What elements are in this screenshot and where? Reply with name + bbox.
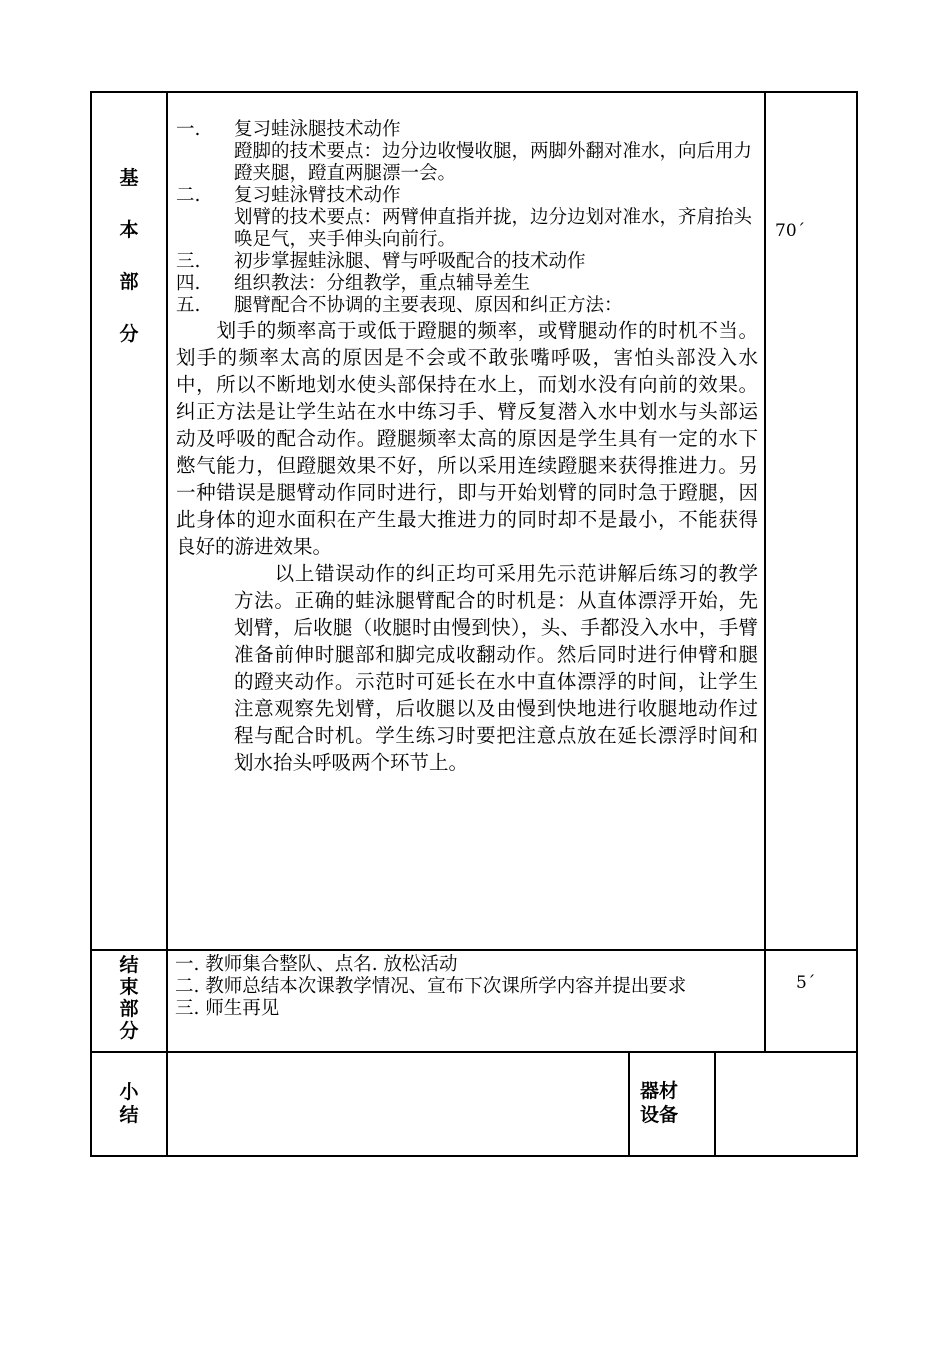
item-number: 二. bbox=[176, 185, 201, 206]
label-char: 分 bbox=[119, 1020, 139, 1042]
end-section-label-cell bbox=[91, 950, 167, 1052]
item-title: 初步掌握蛙泳腿、臂与呼吸配合的技术动作 bbox=[234, 251, 586, 272]
item-number: 一. bbox=[176, 119, 219, 140]
basic-section-content bbox=[168, 93, 764, 776]
paragraph-2-text: 以上错误动作的纠正均可采用先示范讲解后练习的教学方法。正确的蛙泳腿臂配合的时机是：从直体漂浮开始，先划臂，后收腿（收腿时由慢到快），头、手都没入水中，手臂准备前伸时腿部和脚完成收翻动作。然后同时进行伸臂和腿的蹬夹动作。示范时可延长在水中直体漂浮的时间，让学生注意观察先划臂，后收腿以及由慢到快地进行收腿地动作过程与配合时机。学生练习时要把注意点放在延长漂浮时间和划水抬头呼吸两个环节上。 bbox=[234, 562, 758, 774]
equipment-content-cell bbox=[715, 1052, 857, 1156]
end-section-row bbox=[91, 950, 857, 1052]
item-number: 三. bbox=[176, 251, 201, 272]
basic-section-time-cell bbox=[765, 92, 857, 950]
end-section-time: 5´ bbox=[796, 973, 816, 993]
item-title: 复习蛙泳臂技术动作 bbox=[234, 185, 401, 206]
label-char: 部 bbox=[119, 998, 139, 1020]
list-item bbox=[176, 273, 758, 295]
equipment-label-cell bbox=[629, 1052, 715, 1156]
label-char: 部 bbox=[119, 271, 139, 293]
end-section-content bbox=[168, 951, 764, 1020]
label-char: 本 bbox=[119, 219, 139, 241]
equipment-label-line: 设备 bbox=[640, 1104, 679, 1126]
label-char: 结 bbox=[119, 954, 139, 976]
item-title: 组织教法：分组教学，重点辅导差生 bbox=[234, 273, 531, 294]
end-line: 三. 师生再见 bbox=[175, 998, 280, 1019]
end-line: 二. 教师总结本次课教学情况、宣布下次课所学内容并提出要求 bbox=[175, 976, 687, 997]
label-char: 结 bbox=[119, 1104, 139, 1126]
list-item bbox=[176, 185, 758, 207]
equipment-label bbox=[630, 1053, 714, 1127]
summary-row bbox=[91, 1052, 857, 1156]
label-char: 束 bbox=[119, 976, 139, 998]
list-item bbox=[176, 251, 758, 273]
summary-label-cell bbox=[91, 1052, 167, 1156]
item-title: 腿臂配合不协调的主要表现、原因和纠正方法： bbox=[234, 295, 623, 316]
item-number: 四. bbox=[176, 273, 201, 294]
end-line: 一. 教师集合整队、点名. 放松活动 bbox=[175, 954, 458, 975]
label-char: 分 bbox=[119, 323, 139, 345]
label-char: 基 bbox=[119, 167, 139, 189]
paragraph-1 bbox=[176, 317, 758, 560]
basic-section-row bbox=[91, 92, 857, 950]
paragraph-1-text: 划手的频率高于或低于蹬腿的频率，或臂腿动作的时机不当。划手的频率太高的原因是不会或不敢张嘴呼吸，害怕头部没入水中，所以不断地划水使头部保持在水上，而划水没有向前的效果。纠正方法是让学生站在水中练习手、臂反复潜入水中划水与头部运动及呼吸的配合动作。蹬腿频率太高的原因是学生具有一定的水下憋气能力，但蹬腿效果不好，所以采用连续蹬腿来获得推进力。另一种错误是腿臂动作同时进行，即与开始划臂的同时急于蹬腿，因此身体的迎水面积在产生最大推进力的同时却不是最小，不能获得良好的游进效果。 bbox=[176, 319, 758, 558]
item-number: 五. bbox=[176, 295, 201, 316]
list-item bbox=[176, 119, 758, 141]
end-section-label bbox=[92, 951, 166, 1041]
label-char: 小 bbox=[119, 1081, 139, 1103]
basic-section-content-cell bbox=[167, 92, 765, 950]
basic-section-time: 70´ bbox=[775, 221, 806, 241]
basic-section-label-cell bbox=[91, 92, 167, 950]
summary-label bbox=[92, 1053, 166, 1125]
summary-content-cell bbox=[167, 1052, 629, 1156]
end-section-content-cell bbox=[167, 950, 765, 1052]
item-title: 复习蛙泳腿技术动作 bbox=[234, 119, 401, 140]
paragraph-2 bbox=[176, 560, 758, 776]
end-section-time-cell bbox=[765, 950, 857, 1052]
item-detail: 划臂的技术要点：两臂伸直指并拢，边分边划对准水，齐肩抬头唤足气，夹手伸头向前行。 bbox=[234, 207, 753, 250]
equipment-label-line: 器材 bbox=[640, 1080, 679, 1102]
basic-section-label bbox=[92, 93, 166, 344]
list-item bbox=[176, 295, 758, 317]
lesson-plan-table bbox=[90, 91, 858, 1157]
item-detail: 蹬脚的技术要点：边分边收慢收腿，两脚外翻对准水，向后用力蹬夹腿，蹬直两腿漂一会。 bbox=[234, 141, 753, 184]
